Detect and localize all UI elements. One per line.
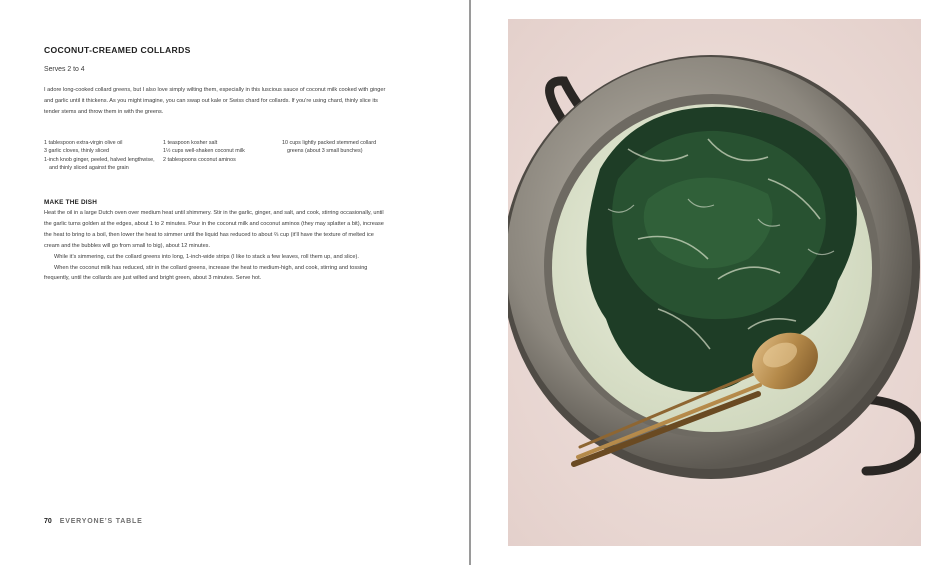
pan-of-greens-image xyxy=(508,19,921,546)
ingredient-item: 3 garlic cloves, thinly sliced xyxy=(44,148,110,155)
ingredient-column-2 xyxy=(163,139,281,164)
ingredient-column-1 xyxy=(44,139,162,172)
ingredient-item: 2 tablespoons coconut aminos xyxy=(163,156,236,163)
method-paragraph: Heat the oil in a large Dutch oven over medium heat until shimmery. Stir in the garlic, ginger, and salt, and cook, stirring occasionally, until the garlic turns golden at the edges, about 1 to 2 minutes. Pour in the coconut milk and coconut aminos (they may splatter a bit), increase the heat to bring to a boil, then lower the heat to simmer until the liquid has reduced to about ⅔ cup (it’ll have the texture of melted ice cream and the bubbles will go from small to big), about 12 minutes. xyxy=(44,210,384,249)
ingredient-item: 1 teaspoon kosher salt xyxy=(163,140,218,146)
ingredient-item: 1 tablespoon extra-virgin olive oil xyxy=(44,140,123,146)
recipe-title: COCONUT-CREAMED COLLARDS xyxy=(44,45,191,55)
method-text xyxy=(44,208,390,284)
page-number: 70 xyxy=(44,518,52,525)
ingredient-list xyxy=(44,139,390,189)
ingredient-column-3 xyxy=(282,139,382,156)
method-paragraph: When the coconut milk has reduced, stir in the collard greens, increase the heat to medium-high, and cook, stirring and tossing frequently, until the collards are just wilted and bright green, about 3 minutes. Serve hot. xyxy=(44,264,368,282)
recipe-photo xyxy=(508,19,921,546)
method-paragraph: While it’s simmering, cut the collard greens into long, 1-inch-wide strips (I like to stack a few leaves, roll them up, and slice). xyxy=(54,253,359,260)
recipe-headnote: I adore long-cooked collard greens, but I also love simply wilting them, especially in this luscious sauce of coconut milk cooked with ginger and garlic until it thickens. As you might imagine, you can swap out kale or Swiss chard for collards. If you’re using chard, thinly slice its tender stems and throw them in with the greens. xyxy=(44,87,386,115)
ingredient-item: 1-inch knob ginger, peeled, halved lengthwise, and thinly sliced against the grain xyxy=(44,156,155,171)
left-page xyxy=(0,0,469,565)
recipe-yield: Serves 2 to 4 xyxy=(44,66,85,73)
running-title: EVERYONE’S TABLE xyxy=(59,518,143,525)
method-heading: MAKE THE DISH xyxy=(44,199,98,206)
ingredient-item: 1½ cups well-shaken coconut milk xyxy=(163,148,245,155)
right-page xyxy=(471,0,941,565)
ingredient-item: 10 cups lightly packed stemmed collard greens (about 3 small bunches) xyxy=(282,140,377,155)
page-footer xyxy=(44,518,143,525)
